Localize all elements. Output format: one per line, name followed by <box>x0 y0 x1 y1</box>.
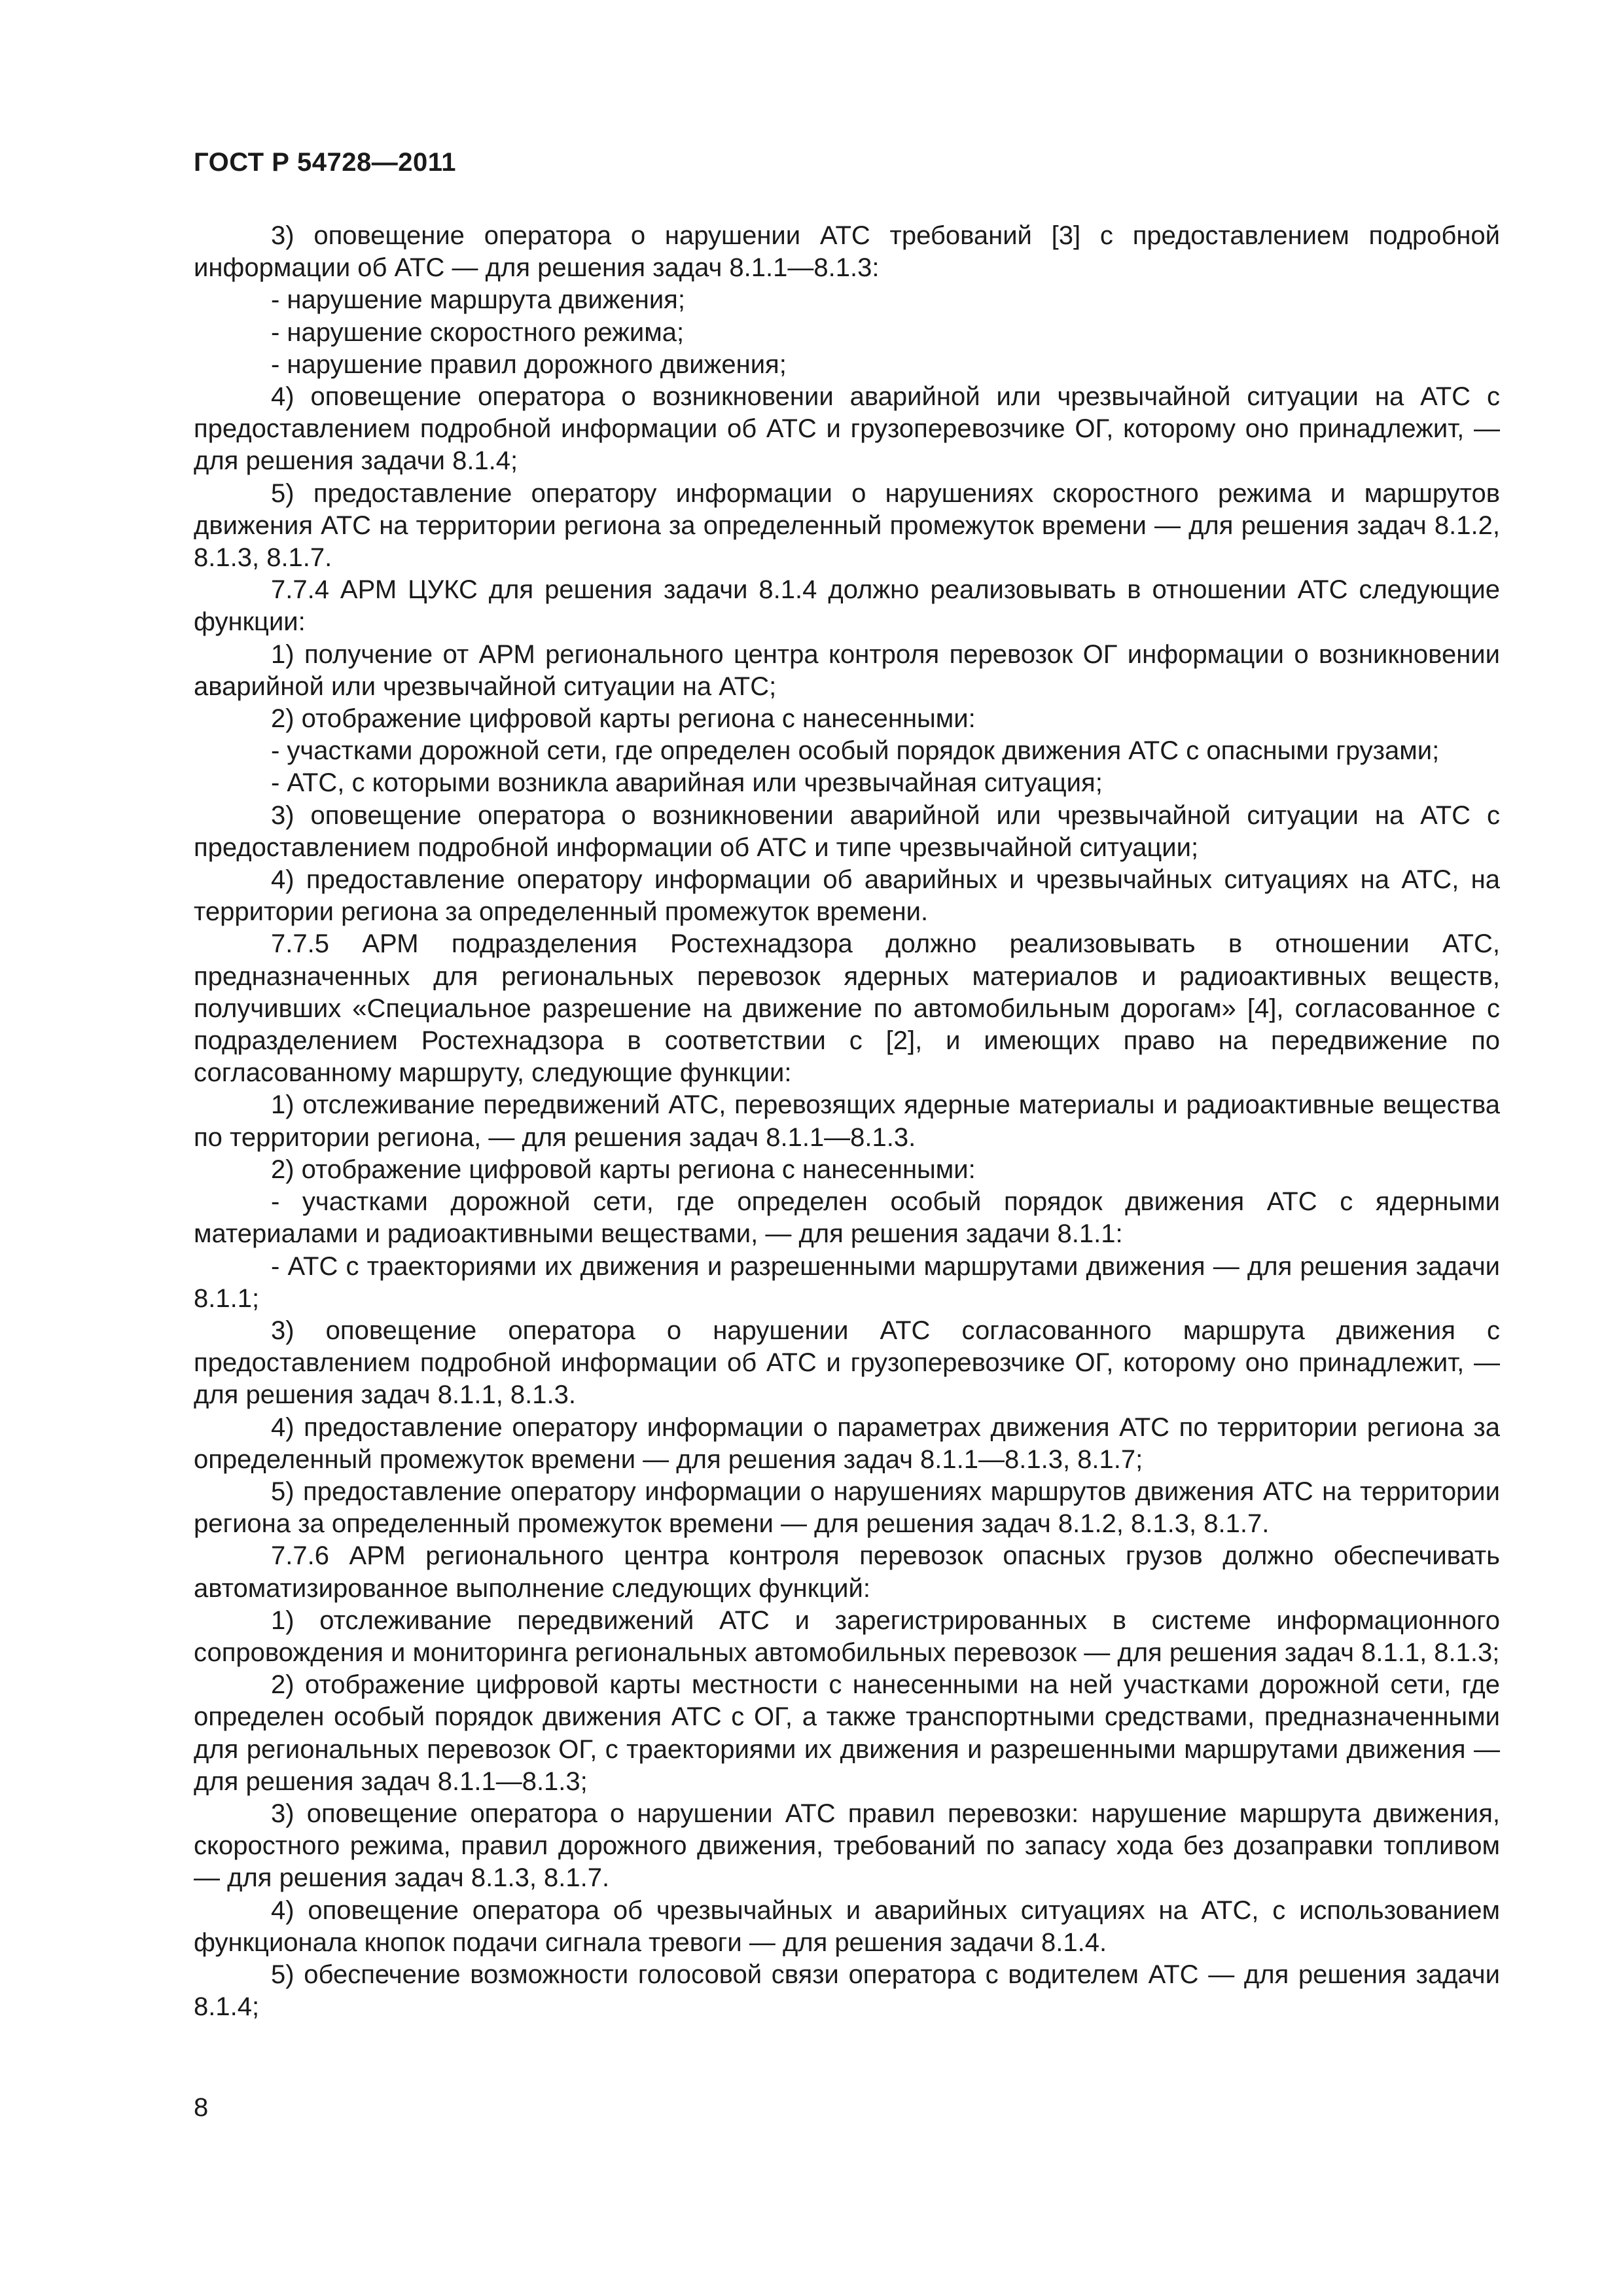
section-paragraph-7-7-6: 7.7.6 АРМ регионального центра контроля перевозок опасных грузов должно обеспечивать автоматизированное выполнение следующих функций: <box>194 1541 1500 1603</box>
list-item: - нарушение маршрута движения; <box>271 285 685 315</box>
paragraph: 3) оповещение оператора о возникновении аварийной или чрезвычайной ситуации на АТС с предоставлением подробной информации об АТС и типе чрезвычайной ситуации; <box>194 800 1500 862</box>
page-header-standard-number: ГОСТ Р 54728—2011 <box>194 148 456 177</box>
section-paragraph-7-7-4: 7.7.4 АРМ ЦУКС для решения задачи 8.1.4 должно реализовывать в отношении АТС следующие функции: <box>194 575 1500 637</box>
paragraph: 5) обеспечение возможности голосовой связи оператора с водителем АТС — для решения задачи 8.1.4; <box>194 1960 1500 2022</box>
list-item: - АТС с траекториями их движения и разрешенными маршрутами движения — для решения задачи 8.1.1; <box>194 1251 1500 1313</box>
paragraph: 5) предоставление оператору информации о нарушениях маршрутов движения АТС на территории региона за определенный промежуток времени — для решения задач 8.1.2, 8.1.3, 8.1.7. <box>194 1477 1500 1539</box>
document-body <box>194 220 1500 2023</box>
paragraph: 1) получение от АРМ регионального центра контроля перевозок ОГ информации о возникновении аварийной или чрезвычайной ситуации на АТС; <box>194 639 1500 701</box>
paragraph: 1) отслеживание передвижений АТС, перевозящих ядерные материалы и радиоактивные вещества по территории региона, — для решения задач 8.1.1—8.1.3. <box>194 1090 1500 1152</box>
list-item: - нарушение правил дорожного движения; <box>271 350 787 379</box>
paragraph: 4) предоставление оператору информации об аварийных и чрезвычайных ситуациях на АТС, на территории региона за определенный промежуток времени. <box>194 865 1500 927</box>
paragraph: 3) оповещение оператора о нарушении АТС требований [3] с предоставлением подробной информации об АТС — для решения задач 8.1.1—8.1.3: <box>194 221 1500 283</box>
list-item: - нарушение скоростного режима; <box>271 317 685 347</box>
paragraph: 4) предоставление оператору информации о параметрах движения АТС по территории региона за определенный промежуток времени — для решения задач 8.1.1—8.1.3, 8.1.7; <box>194 1412 1500 1474</box>
paragraph: 1) отслеживание передвижений АТС и зарегистрированных в системе информационного сопровождения и мониторинга региональных автомобильных перевозок — для решения задач 8.1.1, 8.1.3; <box>194 1605 1500 1667</box>
paragraph: 3) оповещение оператора о нарушении АТС согласованного маршрута движения с предоставлением подробной информации об АТС и грузоперевозчике ОГ, которому оно принадлежит, — для решения задач 8.1.1, 8.1.3. <box>194 1316 1500 1410</box>
paragraph: 5) предоставление оператору информации о нарушениях скоростного режима и маршрутов движения АТС на территории региона за определенный промежуток времени — для решения задач 8.1.2, 8.1.3, 8.1.7. <box>194 478 1500 573</box>
list-item: - участками дорожной сети, где определен особый порядок движения АТС с опасными грузами; <box>271 736 1440 766</box>
list-item: - АТС, с которыми возникла аварийная или чрезвычайная ситуация; <box>271 768 1103 798</box>
paragraph: 3) оповещение оператора о нарушении АТС правил перевозки: нарушение маршрута движения, скоростного режима, правил дорожного движения, требований по запасу хода без дозаправки топливом — для решения задач 8.1.3, 8.1.7. <box>194 1799 1500 1893</box>
section-paragraph-7-7-5: 7.7.5 АРМ подразделения Ростехнадзора должно реализовывать в отношении АТС, предназначенных для региональных перевозок ядерных материалов и радиоактивных веществ, получивших «Специальное разрешение на движение по автомобильным дорогам» [4], согласованное с подразделением Ростехнадзора в соответствии с [2], и имеющих право на передвижение по согласованному маршруту, следующие функции: <box>194 929 1500 1088</box>
paragraph: 2) отображение цифровой карты местности с нанесенными на ней участками дорожной сети, где определен особый порядок движения АТС с ОГ, а также транспортными средствами, предназначенными для региональных перевозок ОГ, с траекториями их движения и разрешенными маршрутами движения — для решения задач 8.1.1—8.1.3; <box>194 1670 1500 1796</box>
list-item: - участками дорожной сети, где определен особый порядок движения АТС с ядерными материалами и радиоактивными веществами, — для решения задачи 8.1.1: <box>194 1187 1500 1249</box>
page-number: 8 <box>194 2093 209 2122</box>
paragraph: 4) оповещение оператора об чрезвычайных и аварийных ситуациях на АТС, с использованием функционала кнопок подачи сигнала тревоги — для решения задачи 8.1.4. <box>194 1895 1500 1957</box>
paragraph: 2) отображение цифровой карты региона с нанесенными: <box>271 1155 976 1184</box>
paragraph: 4) оповещение оператора о возникновении аварийной или чрезвычайной ситуации на АТС с предоставлением подробной информации об АТС и грузоперевозчике ОГ, которому оно принадлежит, — для решения задачи 8.1.4; <box>194 382 1500 476</box>
paragraph: 2) отображение цифровой карты региона с нанесенными: <box>271 704 976 734</box>
